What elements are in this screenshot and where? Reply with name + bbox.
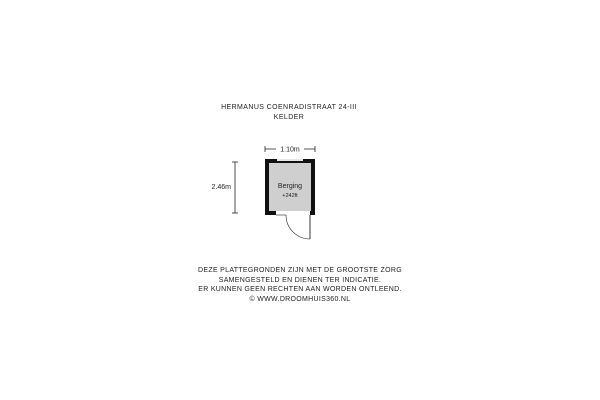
disclaimer — [0, 266, 600, 304]
door-swing — [276, 215, 310, 239]
copyright-line: © WWW.DROOMHUIS360.NL — [249, 295, 351, 303]
disclaimer-line: ER KUNNEN GEEN RECHTEN AAN WORDEN ONTLEEND. — [198, 286, 402, 293]
floor-title: KELDER — [273, 114, 305, 121]
depth-dimension — [212, 162, 238, 213]
door-opening — [276, 211, 310, 215]
width-label: 1.10m — [280, 146, 300, 154]
disclaimer-line: DEZE PLATTEGRONDEN ZIJN MET DE GROOTSTE ZORG — [198, 267, 402, 274]
depth-label: 2.46m — [211, 184, 231, 191]
room-berging — [265, 159, 315, 215]
room-name: Berging — [277, 183, 303, 190]
top-wall-opening — [277, 159, 303, 161]
room-area: +242ft — [282, 193, 298, 199]
width-dimension — [265, 145, 315, 154]
disclaimer-line: SAMENGESTELD EN DIENEN TER INDICATIE. — [218, 276, 382, 284]
address-title: HERMANUS COENRADISTRAAT 24-III — [221, 104, 357, 111]
